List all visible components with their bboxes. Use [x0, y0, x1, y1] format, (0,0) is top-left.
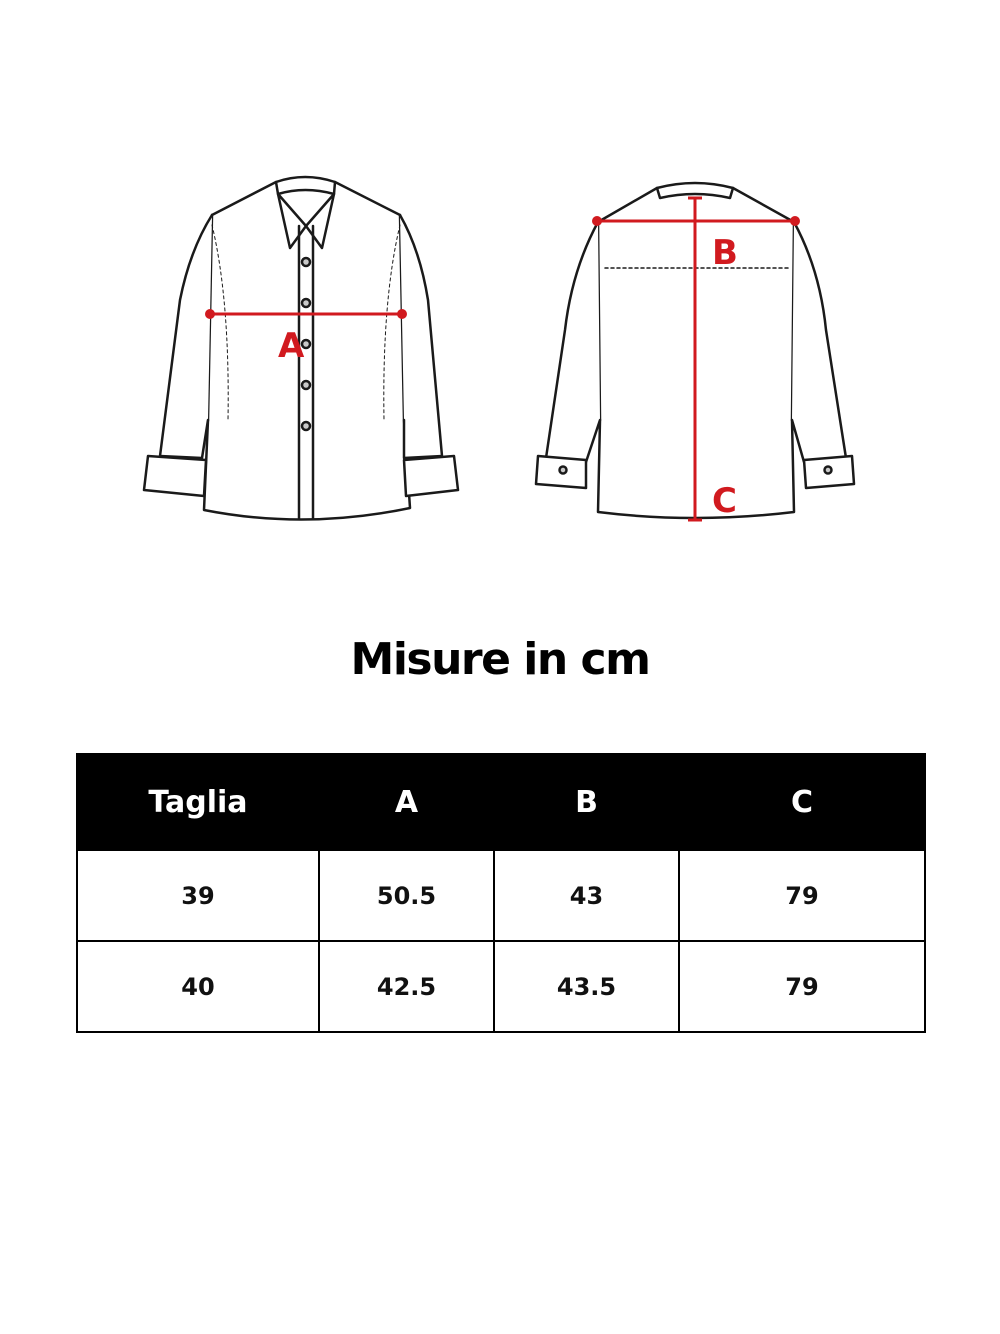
header-taglia: Taglia	[77, 754, 319, 850]
size-table	[76, 753, 926, 1033]
table-row	[77, 850, 925, 941]
cell-b: 43	[494, 850, 679, 941]
cell-taglia: 39	[77, 850, 319, 941]
label-b: B	[712, 233, 738, 273]
label-a: A	[278, 326, 305, 366]
header-a: A	[319, 754, 494, 850]
header-b: B	[494, 754, 679, 850]
cell-a: 50.5	[319, 850, 494, 941]
cell-c: 79	[679, 941, 925, 1032]
cell-taglia: 40	[77, 941, 319, 1032]
cell-c: 79	[679, 850, 925, 941]
shirt-diagram	[0, 0, 1000, 600]
cell-a: 42.5	[319, 941, 494, 1032]
page-title: Misure in cm	[350, 634, 650, 685]
cell-b: 43.5	[494, 941, 679, 1032]
label-c: C	[712, 481, 737, 521]
header-c: C	[679, 754, 925, 850]
table-row	[77, 941, 925, 1032]
table-header-row	[77, 754, 925, 850]
